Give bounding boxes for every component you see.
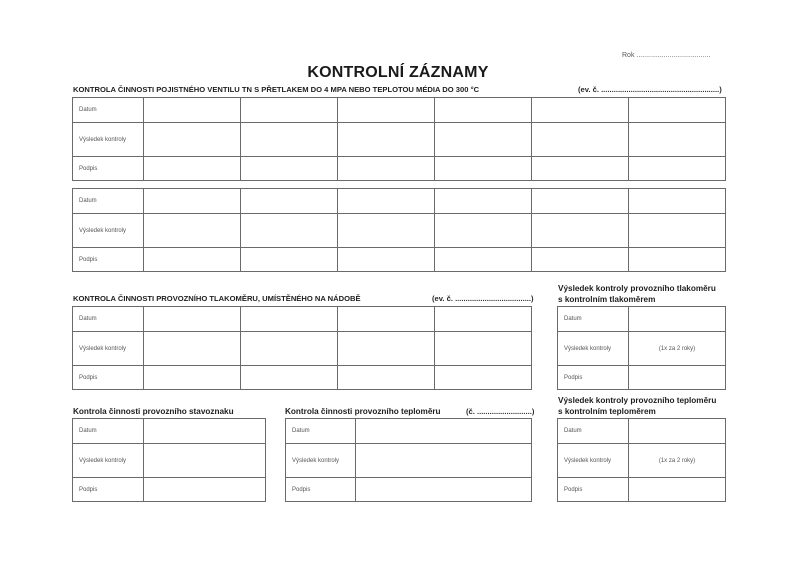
valve-ev-number[interactable]: (ev. č. ........................................................) (578, 85, 722, 94)
signature-label: Podpis (558, 478, 629, 502)
datum-cell[interactable] (144, 98, 241, 123)
signature-cell[interactable] (435, 157, 532, 181)
signature-label: Podpis (73, 478, 144, 502)
frequency-note[interactable]: (1x za 2 roky) (629, 444, 726, 478)
result-cell[interactable] (532, 123, 629, 157)
signature-cell[interactable] (338, 157, 435, 181)
datum-label: Datum (558, 307, 629, 332)
signature-cell[interactable] (356, 478, 532, 502)
thermometer-table (285, 418, 532, 502)
level-gauge-section-title: Kontrola činnosti provozního stavoznaku (73, 407, 234, 416)
signature-label: Podpis (73, 366, 144, 390)
datum-label: Datum (286, 419, 356, 444)
result-row (558, 444, 726, 478)
signature-label: Podpis (73, 157, 144, 181)
datum-cell[interactable] (629, 98, 726, 123)
signature-cell[interactable] (241, 157, 338, 181)
signature-cell[interactable] (241, 248, 338, 272)
datum-cell[interactable] (144, 189, 241, 214)
frequency-note[interactable]: (1x za 2 roky) (629, 332, 726, 366)
datum-cell[interactable] (435, 307, 532, 332)
level-gauge-table (72, 418, 266, 502)
signature-row (73, 157, 726, 181)
datum-cell[interactable] (144, 419, 266, 444)
datum-cell[interactable] (241, 189, 338, 214)
signature-cell[interactable] (338, 366, 435, 390)
datum-cell[interactable] (629, 419, 726, 444)
datum-cell[interactable] (338, 189, 435, 214)
signature-cell[interactable] (532, 157, 629, 181)
datum-cell[interactable] (629, 189, 726, 214)
result-cell[interactable] (435, 332, 532, 366)
signature-cell[interactable] (144, 157, 241, 181)
datum-label: Datum (73, 98, 144, 123)
datum-label: Datum (73, 419, 144, 444)
signature-cell[interactable] (629, 478, 726, 502)
pressure-gauge-table (72, 306, 532, 390)
result-cell[interactable] (241, 332, 338, 366)
datum-row (558, 307, 726, 332)
datum-row (558, 419, 726, 444)
result-label: Výsledek kontroly (73, 332, 144, 366)
datum-cell[interactable] (241, 307, 338, 332)
signature-cell[interactable] (338, 248, 435, 272)
result-cell[interactable] (144, 123, 241, 157)
signature-row (73, 248, 726, 272)
signature-row (558, 478, 726, 502)
datum-row (286, 419, 532, 444)
datum-label: Datum (558, 419, 629, 444)
pressure-gauge-section-title: KONTROLA ČINNOSTI PROVOZNÍHO TLAKOMĚRU, UMÍSTĚNÉHO NA NÁDOBĚ (73, 294, 361, 303)
signature-cell[interactable] (144, 366, 241, 390)
signature-label: Podpis (558, 366, 629, 390)
signature-cell[interactable] (532, 248, 629, 272)
result-row (73, 332, 532, 366)
valve-section-title: KONTROLA ČINNOSTI POJISTNÉHO VENTILU TN S PŘETLAKEM DO 4 MPA NEBO TEPLOTOU MÉDIA DO 300 °C (73, 85, 480, 94)
valve-table-1 (72, 97, 726, 181)
result-row (286, 444, 532, 478)
result-cell[interactable] (629, 214, 726, 248)
signature-cell[interactable] (144, 248, 241, 272)
pressure-check-title-line1: Výsledek kontroly provozního tlakoměru (558, 284, 716, 293)
result-cell[interactable] (338, 123, 435, 157)
result-cell[interactable] (356, 444, 532, 478)
datum-label: Datum (73, 189, 144, 214)
result-row (73, 444, 266, 478)
result-label: Výsledek kontroly (558, 444, 629, 478)
result-cell[interactable] (144, 444, 266, 478)
datum-label: Datum (73, 307, 144, 332)
datum-cell[interactable] (435, 98, 532, 123)
signature-cell[interactable] (435, 366, 532, 390)
signature-cell[interactable] (629, 157, 726, 181)
datum-row (73, 98, 726, 123)
result-row (73, 214, 726, 248)
result-cell[interactable] (241, 123, 338, 157)
valve-table-2 (72, 188, 726, 272)
result-label: Výsledek kontroly (73, 444, 144, 478)
thermometer-section-title: Kontrola činnosti provozního teploměru (285, 407, 441, 416)
thermometer-check-title-line1: Výsledek kontroly provozního teploměru (558, 396, 717, 405)
datum-cell[interactable] (338, 307, 435, 332)
datum-row (73, 189, 726, 214)
result-row (73, 123, 726, 157)
page-title: KONTROLNÍ ZÁZNAMY (307, 64, 489, 81)
signature-row (558, 366, 726, 390)
signature-label: Podpis (286, 478, 356, 502)
result-cell[interactable] (629, 123, 726, 157)
result-cell[interactable] (338, 332, 435, 366)
year-field-label: Rok ...................................... (622, 52, 711, 59)
result-cell[interactable] (435, 123, 532, 157)
result-row (558, 332, 726, 366)
signature-row (73, 478, 266, 502)
signature-cell[interactable] (435, 248, 532, 272)
datum-cell[interactable] (338, 98, 435, 123)
datum-row (73, 307, 532, 332)
result-cell[interactable] (241, 214, 338, 248)
result-cell[interactable] (144, 332, 241, 366)
result-cell[interactable] (435, 214, 532, 248)
pressure-gauge-ev-number[interactable]: (ev. č. ....................................) (432, 294, 534, 303)
signature-cell[interactable] (629, 366, 726, 390)
datum-cell[interactable] (532, 189, 629, 214)
signature-label: Podpis (73, 248, 144, 272)
datum-cell[interactable] (144, 307, 241, 332)
datum-cell[interactable] (629, 307, 726, 332)
pressure-check-table (557, 306, 726, 390)
pressure-check-title-line2: s kontrolním tlakoměrem (558, 295, 656, 304)
datum-cell[interactable] (356, 419, 532, 444)
result-cell[interactable] (338, 214, 435, 248)
result-cell[interactable] (532, 214, 629, 248)
result-cell[interactable] (144, 214, 241, 248)
result-label: Výsledek kontroly (73, 214, 144, 248)
result-label: Výsledek kontroly (73, 123, 144, 157)
signature-row (286, 478, 532, 502)
thermometer-check-title-line2: s kontrolním teploměrem (558, 407, 656, 416)
thermometer-check-table (557, 418, 726, 502)
thermometer-ev-number[interactable]: (č. ..........................) (466, 407, 535, 416)
datum-row (73, 419, 266, 444)
datum-cell[interactable] (435, 189, 532, 214)
datum-cell[interactable] (241, 98, 338, 123)
signature-cell[interactable] (629, 248, 726, 272)
result-label: Výsledek kontroly (558, 332, 629, 366)
signature-row (73, 366, 532, 390)
datum-cell[interactable] (532, 98, 629, 123)
signature-cell[interactable] (241, 366, 338, 390)
signature-cell[interactable] (144, 478, 266, 502)
result-label: Výsledek kontroly (286, 444, 356, 478)
